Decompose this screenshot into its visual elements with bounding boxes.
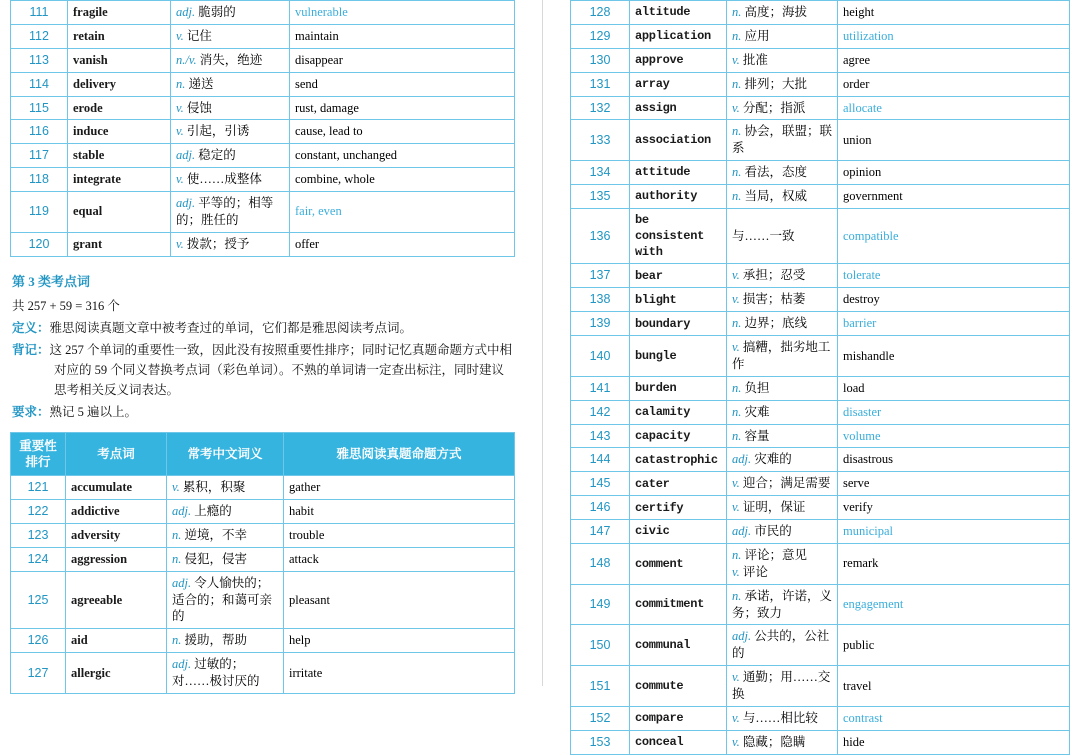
part-of-speech: adj.	[732, 524, 752, 539]
vocab-meaning: v. 承担；忍受	[727, 264, 838, 288]
vocab-synonym: attack	[284, 547, 515, 571]
vocab-synonym: height	[838, 1, 1070, 25]
vocab-word: integrate	[68, 168, 171, 192]
row-number: 135	[571, 185, 630, 209]
part-of-speech: n.	[732, 380, 742, 395]
row-number: 112	[11, 24, 68, 48]
vocab-meaning: adj. 脆弱的	[171, 1, 290, 25]
vocab-synonym: volume	[838, 424, 1070, 448]
row-number: 124	[11, 547, 66, 571]
vocab-synonym: rust, damage	[290, 96, 515, 120]
row-number: 147	[571, 520, 630, 544]
vocab-synonym: remark	[838, 543, 1070, 584]
part-of-speech: adj.	[176, 196, 196, 210]
row-number: 131	[571, 72, 630, 96]
vocab-synonym: public	[838, 625, 1070, 666]
vocab-synonym: constant, unchanged	[290, 144, 515, 168]
row-number: 144	[571, 448, 630, 472]
definition-text: 雅思阅读真题文章中被考查过的单词，它们都是雅思阅读考点词。	[49, 320, 413, 335]
vocab-synonym: municipal	[838, 520, 1070, 544]
vocab-word: commute	[630, 666, 727, 707]
vocab-word: catastrophic	[630, 448, 727, 472]
table-row	[571, 288, 1070, 312]
part-of-speech: n.	[172, 527, 182, 542]
table-row	[571, 424, 1070, 448]
vocab-meaning: v. 使……成整体	[171, 168, 290, 192]
vocab-synonym: offer	[290, 232, 515, 256]
vocab-meaning: v. 批准	[727, 48, 838, 72]
part-of-speech: v.	[176, 124, 184, 139]
table-row	[571, 120, 1070, 161]
vocab-meaning: adj. 稳定的	[171, 144, 290, 168]
row-number: 152	[571, 706, 630, 730]
vocab-meaning: n. 协会，联盟；联系	[727, 120, 838, 161]
section-requirement	[12, 402, 515, 422]
vocab-meaning: v. 累积，积聚	[167, 476, 284, 500]
section-heading: 第 3 类考点词	[12, 273, 91, 289]
table-row	[571, 376, 1070, 400]
table-row	[11, 232, 515, 256]
vocab-synonym: destroy	[838, 288, 1070, 312]
row-number: 128	[571, 1, 630, 25]
table-row	[571, 625, 1070, 666]
vocab-word: accumulate	[66, 476, 167, 500]
vocab-meaning: n. 援助，帮助	[167, 629, 284, 653]
vocab-synonym: disastrous	[838, 448, 1070, 472]
vocab-word: erode	[68, 96, 171, 120]
part-of-speech: adj.	[172, 657, 192, 672]
vocab-meaning: n. 当局，权威	[727, 185, 838, 209]
vocab-word: delivery	[68, 72, 171, 96]
memorize-text: 这 257 个单词的重要性一致，因此没有按照重要性排序；同时记忆真题命题方式中相对应的 59 个同义替换考点词（彩色单词）。不熟的单词请一定查出标注，同时建议思考相关反义词表达。	[49, 342, 513, 397]
part-of-speech: adj.	[176, 5, 196, 19]
table-row	[571, 312, 1070, 336]
table-row	[571, 543, 1070, 584]
part-of-speech: v.	[732, 340, 740, 355]
vocab-synonym: travel	[838, 666, 1070, 707]
vocab-synonym: habit	[284, 500, 515, 524]
vocab-synonym: combine, whole	[290, 168, 515, 192]
row-number: 150	[571, 625, 630, 666]
row-number: 116	[11, 120, 68, 144]
vocab-synonym: send	[290, 72, 515, 96]
vocab-synonym: hide	[838, 730, 1070, 754]
row-number: 121	[11, 476, 66, 500]
table-row	[571, 96, 1070, 120]
vocab-meaning: v. 隐藏；隐瞒	[727, 730, 838, 754]
vocab-word: application	[630, 24, 727, 48]
table-row	[11, 653, 515, 694]
row-number: 117	[11, 144, 68, 168]
vocab-meaning: n. 高度；海拔	[727, 1, 838, 25]
vocab-word: association	[630, 120, 727, 161]
row-number: 114	[11, 72, 68, 96]
table-row	[571, 730, 1070, 754]
table-row	[11, 500, 515, 524]
table-row	[11, 120, 515, 144]
vocab-synonym: verify	[838, 496, 1070, 520]
requirement-label: 要求：	[12, 404, 50, 419]
vocab-synonym: contrast	[838, 706, 1070, 730]
vocab-meaning: v. 分配；指派	[727, 96, 838, 120]
table-row	[571, 208, 1070, 264]
table-row	[11, 523, 515, 547]
part-of-speech: n.	[732, 189, 742, 203]
vocab-synonym: allocate	[838, 96, 1070, 120]
vocab-table-top	[10, 0, 515, 257]
part-of-speech: v.	[732, 100, 740, 115]
vocab-synonym: utilization	[838, 24, 1070, 48]
table-row	[571, 520, 1070, 544]
vocab-word: agreeable	[66, 571, 167, 629]
vocab-word: comment	[630, 543, 727, 584]
part-of-speech: n.	[732, 316, 742, 331]
row-number: 123	[11, 523, 66, 547]
part-of-speech: n./v.	[176, 52, 197, 67]
row-number: 122	[11, 500, 66, 524]
vocab-synonym: help	[284, 629, 515, 653]
vocab-meaning: v. 搞糟，拙劣地工作	[727, 336, 838, 377]
part-of-speech: n.	[172, 633, 182, 648]
part-of-speech: n.	[732, 547, 742, 562]
part-of-speech: v.	[732, 52, 740, 67]
vocab-word: aid	[66, 629, 167, 653]
column-header-usage: 雅思阅读真题命题方式	[284, 432, 515, 476]
part-of-speech: n.	[732, 588, 742, 603]
row-number: 140	[571, 336, 630, 377]
part-of-speech: v.	[732, 292, 740, 307]
vocab-synonym: compatible	[838, 208, 1070, 264]
vocab-synonym: opinion	[838, 161, 1070, 185]
row-number: 120	[11, 232, 68, 256]
vocab-synonym: mishandle	[838, 336, 1070, 377]
table-row	[11, 547, 515, 571]
table-row	[571, 336, 1070, 377]
definition-label: 定义：	[12, 320, 50, 335]
row-number: 149	[571, 584, 630, 625]
table-row	[11, 571, 515, 629]
vocab-meaning: v. 通勤；用……交换	[727, 666, 838, 707]
vocab-word: allergic	[66, 653, 167, 694]
row-number: 137	[571, 264, 630, 288]
table-row	[571, 72, 1070, 96]
vocab-meaning: n. 容量	[727, 424, 838, 448]
table-row	[571, 584, 1070, 625]
table-row	[571, 48, 1070, 72]
vocab-meaning: n. 看法，态度	[727, 161, 838, 185]
table-row	[11, 168, 515, 192]
vocab-synonym: irritate	[284, 653, 515, 694]
row-number: 115	[11, 96, 68, 120]
table-row	[571, 666, 1070, 707]
row-number: 111	[11, 1, 68, 25]
vocab-synonym: tolerate	[838, 264, 1070, 288]
table-row	[571, 448, 1070, 472]
vocab-word: addictive	[66, 500, 167, 524]
vocab-word: altitude	[630, 1, 727, 25]
section-memorize	[12, 340, 515, 400]
vocab-meaning: n. 边界；底线	[727, 312, 838, 336]
row-number: 136	[571, 208, 630, 264]
column-header-meaning: 常考中文词义	[167, 432, 284, 476]
table-row	[571, 496, 1070, 520]
part-of-speech: v.	[176, 172, 184, 187]
part-of-speech: v.	[732, 670, 740, 685]
row-number: 143	[571, 424, 630, 448]
part-of-speech: v.	[732, 476, 740, 491]
vocab-word: civic	[630, 520, 727, 544]
row-number: 141	[571, 376, 630, 400]
vocab-meaning: n. 递送	[171, 72, 290, 96]
vocab-word: retain	[68, 24, 171, 48]
vocab-word: equal	[68, 192, 171, 233]
table-row	[11, 192, 515, 233]
table-row	[11, 24, 515, 48]
vocab-word: fragile	[68, 1, 171, 25]
vocab-synonym: maintain	[290, 24, 515, 48]
vocab-synonym: vulnerable	[290, 1, 515, 25]
table-row	[571, 161, 1070, 185]
part-of-speech: adj.	[172, 504, 192, 518]
table-row	[11, 1, 515, 25]
row-number: 145	[571, 472, 630, 496]
part-of-speech: n.	[732, 165, 742, 180]
vocab-synonym: engagement	[838, 584, 1070, 625]
vocab-synonym: government	[838, 185, 1070, 209]
table-row	[11, 96, 515, 120]
vocab-table-right	[570, 0, 1070, 755]
row-number: 151	[571, 666, 630, 707]
vocab-word: induce	[68, 120, 171, 144]
vocab-meaning: 与……一致	[727, 208, 838, 264]
row-number: 148	[571, 543, 630, 584]
row-number: 126	[11, 629, 66, 653]
vocab-meaning: n./v. 消失，绝迹	[171, 48, 290, 72]
section-count: 共 257 + 59 = 316 个	[12, 298, 120, 313]
vocab-meaning: n. 承诺，许诺，义务；致力	[727, 584, 838, 625]
row-number: 127	[11, 653, 66, 694]
vocab-word: communal	[630, 625, 727, 666]
part-of-speech: v.	[732, 268, 740, 283]
vocab-synonym: order	[838, 72, 1070, 96]
vocab-word: boundary	[630, 312, 727, 336]
vocab-meaning: v. 与……相比较	[727, 706, 838, 730]
left-column	[0, 0, 515, 686]
vocab-meaning: n. 负担	[727, 376, 838, 400]
row-number: 119	[11, 192, 68, 233]
vocab-meaning: adj. 灾难的	[727, 448, 838, 472]
vocab-synonym: cause, lead to	[290, 120, 515, 144]
vocab-word: aggression	[66, 547, 167, 571]
vocab-word: vanish	[68, 48, 171, 72]
table-row	[11, 72, 515, 96]
vocab-meaning: v. 侵蚀	[171, 96, 290, 120]
vocab-word: capacity	[630, 424, 727, 448]
vocab-meaning: v. 记住	[171, 24, 290, 48]
vocab-synonym: agree	[838, 48, 1070, 72]
part-of-speech: v.	[176, 28, 184, 43]
part-of-speech: n.	[176, 76, 186, 91]
part-of-speech: n.	[732, 5, 742, 19]
row-number: 130	[571, 48, 630, 72]
part-of-speech: adj.	[732, 452, 752, 467]
vocab-word: bear	[630, 264, 727, 288]
vocab-word: grant	[68, 232, 171, 256]
part-of-speech: adj.	[176, 148, 196, 163]
vocab-meaning: n. 侵犯，侵害	[167, 547, 284, 571]
part-of-speech: v.	[732, 734, 740, 749]
right-column	[570, 0, 1080, 750]
row-number: 129	[571, 24, 630, 48]
table-row	[571, 472, 1070, 496]
requirement-text: 熟记 5 遍以上。	[49, 404, 138, 419]
vocab-word: certify	[630, 496, 727, 520]
table-row	[571, 706, 1070, 730]
part-of-speech: v.	[176, 100, 184, 115]
part-of-speech: n.	[732, 76, 742, 91]
row-number: 146	[571, 496, 630, 520]
vocab-meaning: v. 迎合；满足需要	[727, 472, 838, 496]
row-number: 118	[11, 168, 68, 192]
memorize-label: 背记：	[12, 342, 50, 357]
vocab-synonym: pleasant	[284, 571, 515, 629]
vocab-synonym: trouble	[284, 523, 515, 547]
row-number: 132	[571, 96, 630, 120]
column-header-word: 考点词	[66, 432, 167, 476]
vocab-meaning: adj. 市民的	[727, 520, 838, 544]
part-of-speech: adj.	[732, 629, 752, 644]
vocab-word: attitude	[630, 161, 727, 185]
vocab-meaning: adj. 令人愉快的；适合的；和蔼可亲的	[167, 571, 284, 629]
part-of-speech: v.	[176, 236, 184, 251]
table-row	[11, 48, 515, 72]
vocab-meaning: n. 应用	[727, 24, 838, 48]
vocab-meaning: n. 逆境，不幸	[167, 523, 284, 547]
table-row	[571, 400, 1070, 424]
spine-divider	[542, 0, 543, 686]
vocab-synonym: union	[838, 120, 1070, 161]
vocab-synonym: gather	[284, 476, 515, 500]
column-header-rank: 重要性排行	[11, 432, 66, 476]
part-of-speech: n.	[732, 124, 742, 139]
vocab-meaning: n. 灾难	[727, 400, 838, 424]
vocab-meaning: adj. 平等的；相等的；胜任的	[171, 192, 290, 233]
vocab-meaning: adj. 上瘾的	[167, 500, 284, 524]
vocab-meaning: v. 证明，保证	[727, 496, 838, 520]
vocab-meaning: v. 引起，引诱	[171, 120, 290, 144]
vocab-word: stable	[68, 144, 171, 168]
part-of-speech: v.	[732, 564, 740, 579]
part-of-speech: n.	[172, 551, 182, 566]
vocab-synonym: barrier	[838, 312, 1070, 336]
part-of-speech: v.	[172, 480, 180, 495]
row-number: 138	[571, 288, 630, 312]
vocab-meaning: adj. 公共的，公社的	[727, 625, 838, 666]
vocab-word: approve	[630, 48, 727, 72]
vocab-word: conceal	[630, 730, 727, 754]
vocab-word: array	[630, 72, 727, 96]
vocab-word: calamity	[630, 400, 727, 424]
vocab-meaning: n. 评论；意见 v. 评论	[727, 543, 838, 584]
part-of-speech: adj.	[172, 575, 192, 590]
row-number: 142	[571, 400, 630, 424]
vocab-meaning: n. 排列；大批	[727, 72, 838, 96]
part-of-speech: n.	[732, 428, 742, 443]
section-definition	[12, 318, 515, 338]
table-row	[571, 1, 1070, 25]
row-number: 153	[571, 730, 630, 754]
vocab-word: compare	[630, 706, 727, 730]
table-row	[571, 24, 1070, 48]
table-row	[11, 144, 515, 168]
vocab-word: be consistent with	[630, 208, 727, 264]
row-number: 125	[11, 571, 66, 629]
vocab-word: adversity	[66, 523, 167, 547]
part-of-speech: v.	[732, 710, 740, 725]
table-row	[11, 629, 515, 653]
vocab-word: authority	[630, 185, 727, 209]
vocab-synonym: disaster	[838, 400, 1070, 424]
vocab-meaning: v. 损害；枯萎	[727, 288, 838, 312]
vocab-meaning: adj. 过敏的；对……极讨厌的	[167, 653, 284, 694]
vocab-word: cater	[630, 472, 727, 496]
vocab-synonym: disappear	[290, 48, 515, 72]
vocab-synonym: fair, even	[290, 192, 515, 233]
vocab-table-bottom	[10, 432, 515, 694]
vocab-word: commitment	[630, 584, 727, 625]
part-of-speech: n.	[732, 404, 742, 419]
table-row	[571, 185, 1070, 209]
vocab-meaning: v. 拨款；授予	[171, 232, 290, 256]
row-number: 139	[571, 312, 630, 336]
vocab-synonym: load	[838, 376, 1070, 400]
vocab-word: burden	[630, 376, 727, 400]
part-of-speech: v.	[732, 500, 740, 515]
vocab-word: assign	[630, 96, 727, 120]
table-row	[571, 264, 1070, 288]
row-number: 134	[571, 161, 630, 185]
table-header-row	[11, 432, 515, 476]
vocab-word: blight	[630, 288, 727, 312]
table-row	[11, 476, 515, 500]
row-number: 113	[11, 48, 68, 72]
row-number: 133	[571, 120, 630, 161]
vocab-word: bungle	[630, 336, 727, 377]
part-of-speech: n.	[732, 28, 742, 43]
vocab-synonym: serve	[838, 472, 1070, 496]
page-gutter	[515, 0, 570, 686]
